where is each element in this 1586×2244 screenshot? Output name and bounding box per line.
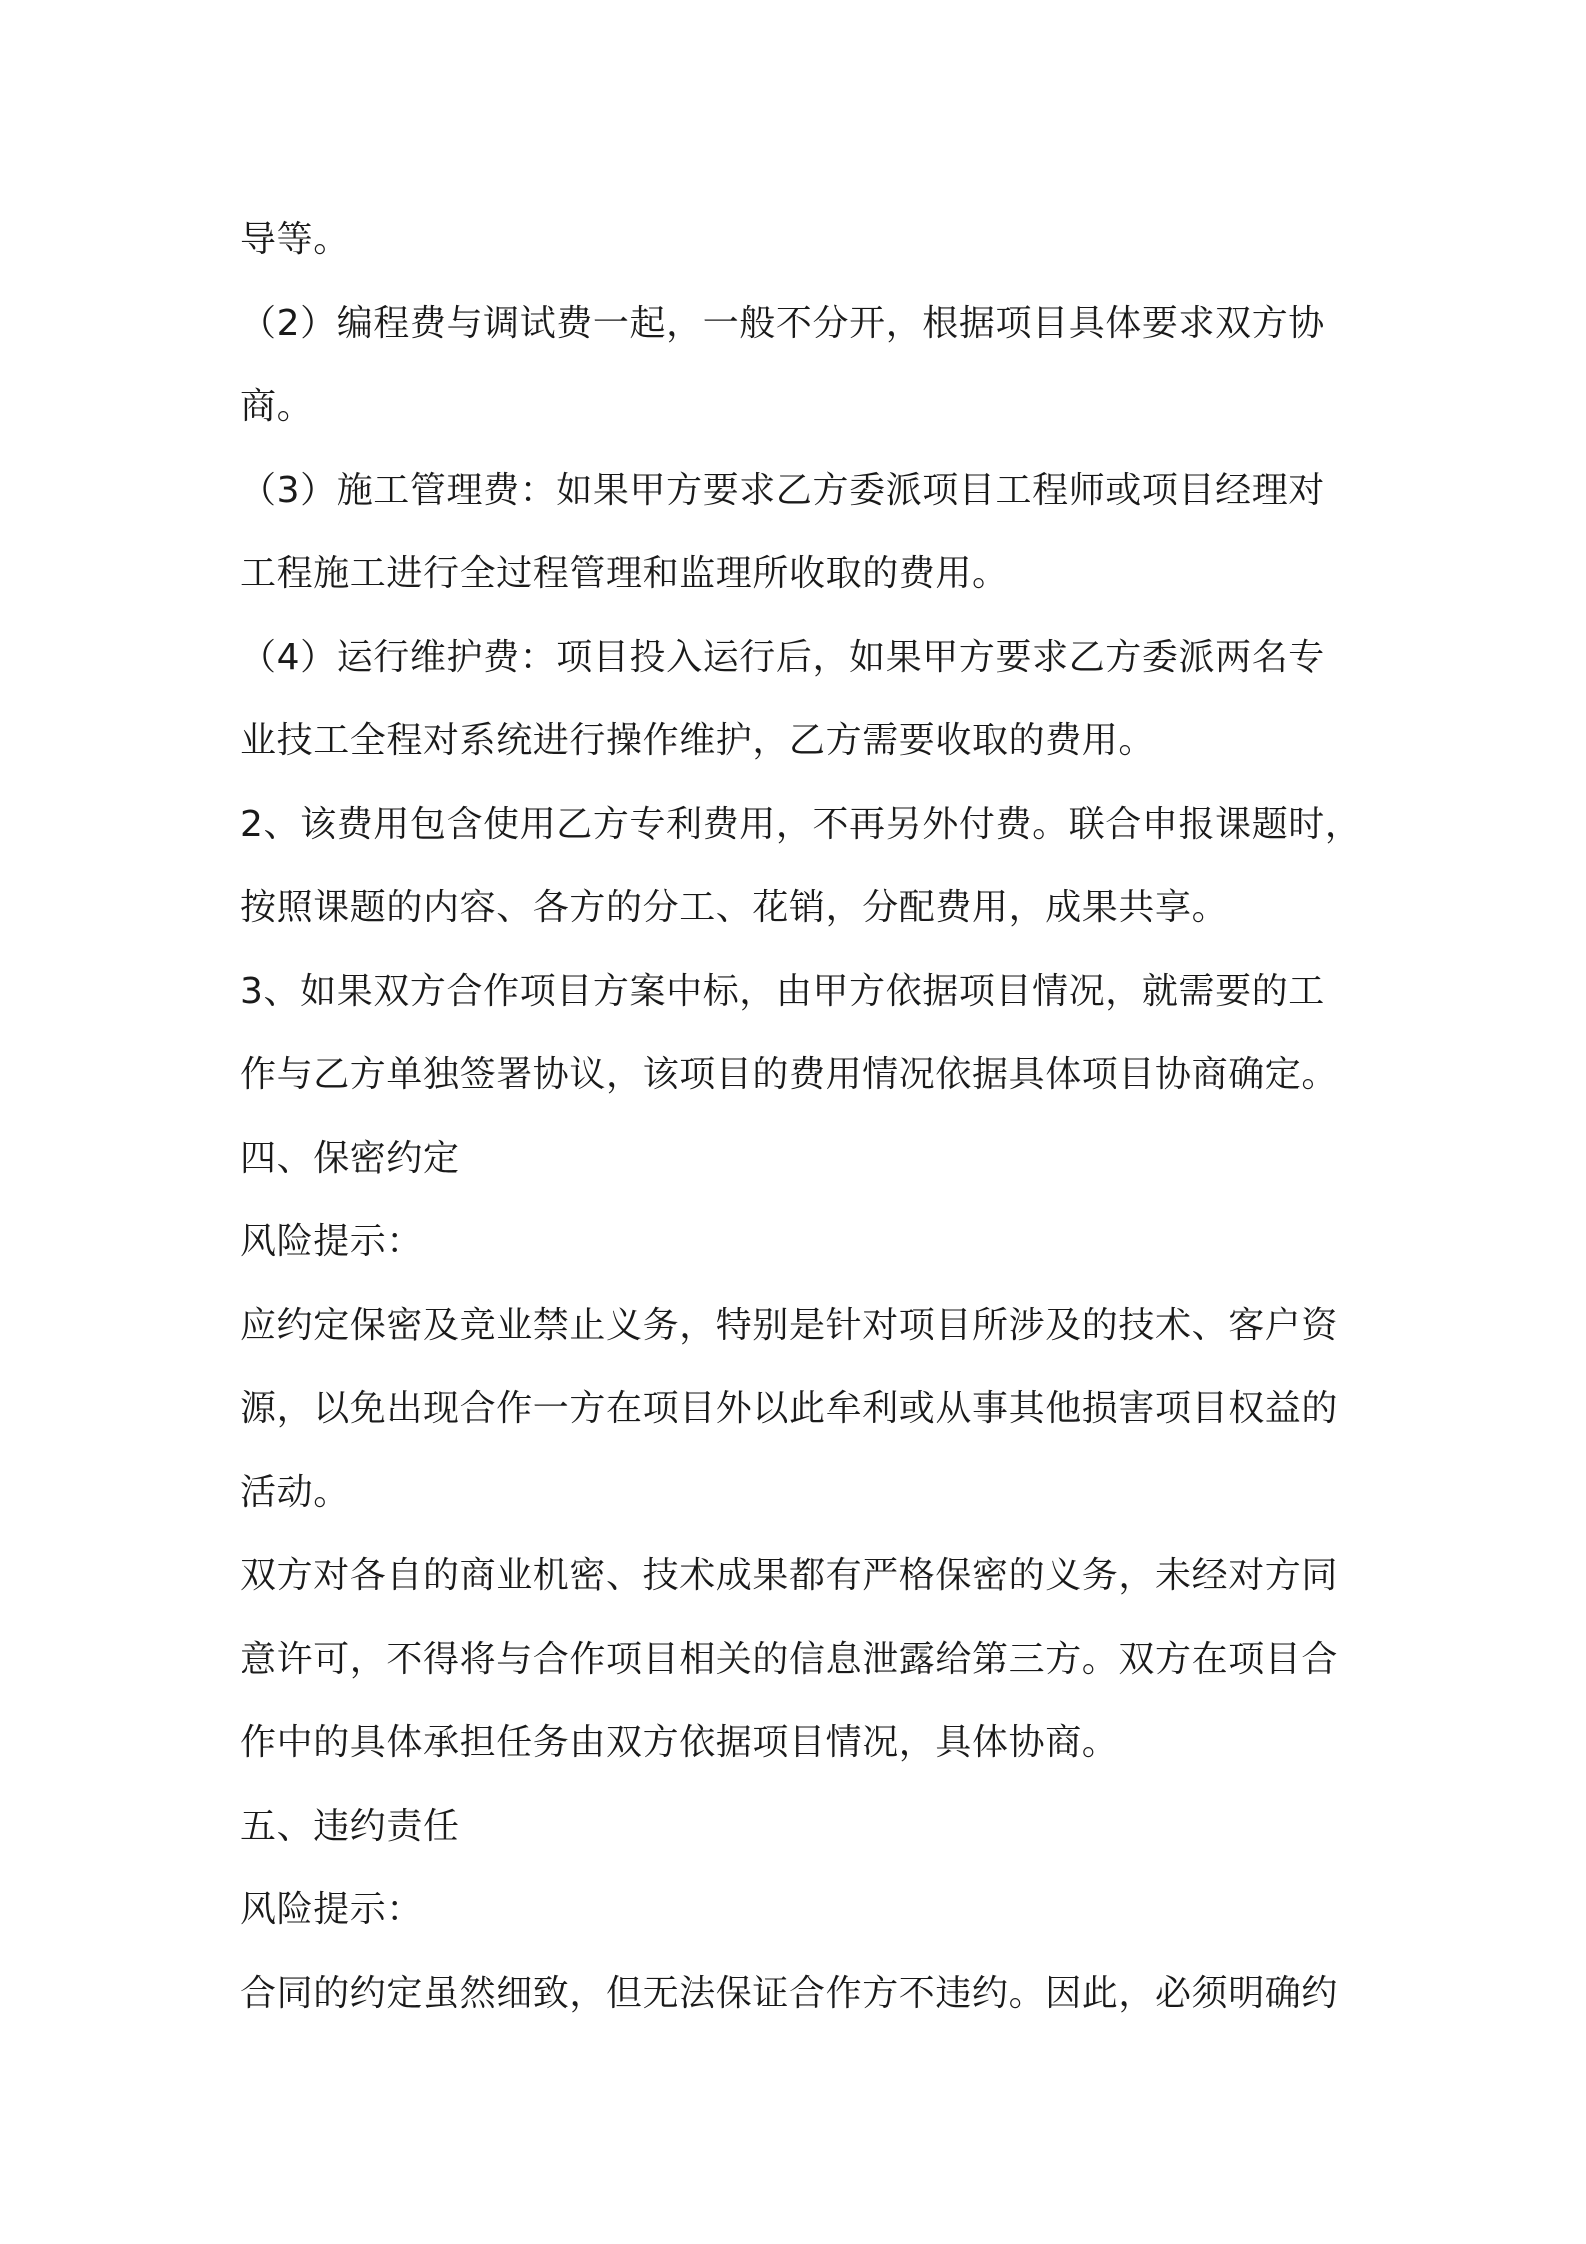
text-line: （4）运行维护费：项目投入运行后，如果甲方要求乙方委派两名专 [240,636,1325,678]
section-heading: 五、违约责任 [240,1805,460,1847]
text-line: 源，以免出现合作一方在项目外以此牟利或从事其他损害项目权益的 [240,1388,1339,1429]
risk-note-label: 风险提示： [240,1221,424,1262]
section-heading: 四、保密约定 [240,1137,460,1179]
text-line: （3）施工管理费：如果甲方要求乙方委派项目工程师或项目经理对 [240,469,1325,511]
text-line: 商。 [240,386,314,427]
risk-note-label: 风险提示： [240,1889,424,1930]
text-line: 业技工全程对系统进行操作维护，乙方需要收取的费用。 [240,720,1156,761]
text-line: 双方对各自的商业机密、技术成果都有严格保密的义务，未经对方同 [240,1555,1339,1596]
text-line: （2）编程费与调试费一起，一般不分开，根据项目具体要求双方协 [240,302,1325,344]
text-line: 作与乙方单独签署协议，该项目的费用情况依据具体项目协商确定。 [240,1054,1339,1095]
text-line: 导等。 [240,219,350,260]
text-line: 合同的约定虽然细致，但无法保证合作方不违约。因此，必须明确约 [240,1972,1339,2014]
text-line: 工程施工进行全过程管理和监理所收取的费用。 [240,553,1009,594]
text-line: 3、如果双方合作项目方案中标，由甲方依据项目情况，就需要的工 [240,970,1325,1012]
text-line: 2、该费用包含使用乙方专利费用，不再另外付费。联合申报课题时， [240,803,1362,845]
text-line: 作中的具体承担任务由双方依据项目情况，具体协商。 [240,1722,1119,1763]
text-line: 活动。 [240,1471,350,1513]
text-line: 意许可，不得将与合作项目相关的信息泄露给第三方。双方在项目合 [240,1638,1339,1680]
document-body [240,198,1362,2035]
text-line: 按照课题的内容、各方的分工、花销，分配费用，成果共享。 [240,887,1229,928]
text-line: 应约定保密及竞业禁止义务，特别是针对项目所涉及的技术、客户资 [240,1304,1339,1346]
